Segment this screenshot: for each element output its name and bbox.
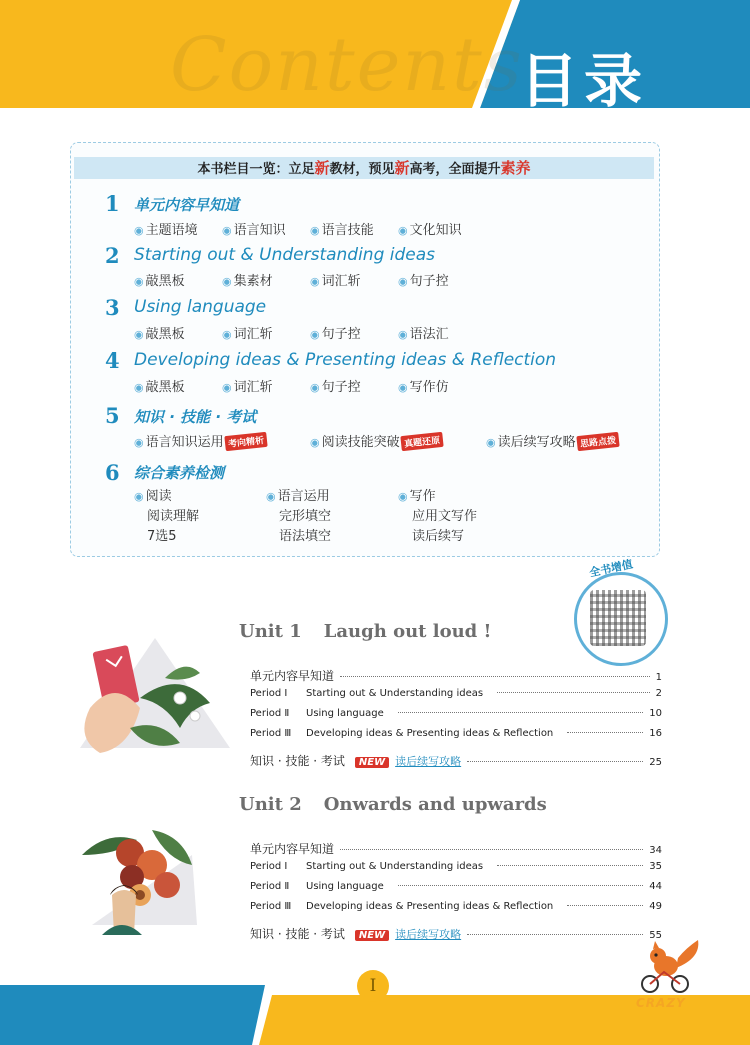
- sub-item: 阅读理解: [147, 509, 200, 524]
- toc-row[interactable]: Period Ⅰ Starting out & Understanding ideas 35: [250, 861, 662, 872]
- section-item: ◉ 语言运用: [266, 485, 330, 504]
- section-title: Developing ideas & Presenting ideas & Reflection: [134, 350, 557, 370]
- toc-row[interactable]: Period Ⅰ Starting out & Understanding ideas 2: [250, 688, 662, 699]
- page-number: 55: [649, 930, 662, 941]
- unit-title: Unit 2 Onwards and upwards: [239, 794, 547, 815]
- sub-item: 读后续写: [412, 529, 465, 544]
- page-number: 2: [655, 688, 662, 699]
- qr-code-icon[interactable]: [590, 590, 646, 646]
- toc-row[interactable]: Period Ⅲ Developing ideas & Presenting ideas & Reflection 49: [250, 901, 662, 912]
- stamp-badge: 思路点拨: [576, 432, 619, 451]
- page-title: 目录: [520, 47, 649, 115]
- toc-row[interactable]: Period Ⅲ Developing ideas & Presenting ideas & Reflection 16: [250, 728, 662, 739]
- section-item: ◉ 敲黑板: [134, 270, 185, 289]
- section-item: ◉ 句子控: [310, 323, 361, 342]
- stamp-badge: 考向精析: [224, 432, 267, 451]
- section-item: ◉ 读后续写攻略 思路点拨: [486, 431, 619, 450]
- squirrel-mascot-icon: [636, 938, 702, 996]
- section-title: Starting out & Understanding ideas: [134, 245, 436, 265]
- new-badge: NEW: [355, 757, 389, 768]
- unit2-illustration: [72, 815, 202, 935]
- section-item: ◉ 写作仿: [398, 376, 449, 395]
- page-number: 16: [649, 728, 662, 739]
- page-number: 44: [649, 881, 662, 892]
- qr-label: 全书增值: [588, 557, 634, 580]
- section-item: ◉ 语言技能: [310, 219, 374, 238]
- section-item: ◉ 主题语境: [134, 219, 198, 238]
- toc-row[interactable]: 单元内容早知道 34: [250, 842, 662, 856]
- sub-item: 应用文写作: [412, 509, 478, 524]
- page-number: 1: [655, 672, 662, 683]
- section-item: ◉ 写作: [398, 485, 436, 504]
- unit-title: Unit 1 Laugh out loud !: [239, 621, 492, 642]
- overview-heading: 本书栏目一览：立足新教材，预见新高考，全面提升素养: [74, 157, 654, 179]
- section-title: 知识 · 技能 · 考试: [134, 408, 257, 426]
- section-item: ◉ 语言知识运用 考向精析: [134, 431, 267, 450]
- section-item: ◉ 句子控: [310, 376, 361, 395]
- section-title: Using language: [134, 297, 267, 317]
- contents-watermark: Contents: [170, 22, 524, 108]
- section-title: 综合素养检测: [134, 464, 225, 482]
- toc-row[interactable]: 单元内容早知道 1: [250, 669, 662, 683]
- section-number: 3: [105, 295, 120, 320]
- section-item: ◉ 语法汇: [398, 323, 449, 342]
- mascot-logo-text: CRAZY: [636, 996, 686, 1010]
- section-item: ◉ 语言知识: [222, 219, 286, 238]
- section-title: 单元内容早知道: [134, 196, 240, 214]
- section-number: 2: [105, 243, 120, 268]
- toc-row[interactable]: 知识 · 技能 · 考试 NEW 读后续写攻略 55: [250, 927, 662, 941]
- page-number: 25: [649, 757, 662, 768]
- section-item: ◉ 句子控: [398, 270, 449, 289]
- sub-item: 完形填空: [279, 509, 332, 524]
- unit1-illustration: [70, 638, 230, 768]
- page-number-badge: I: [357, 970, 389, 1002]
- toc-row[interactable]: 知识 · 技能 · 考试 NEW 读后续写攻略 25: [250, 754, 662, 768]
- toc-row[interactable]: Period Ⅱ Using language 44: [250, 881, 662, 892]
- page-number: 49: [649, 901, 662, 912]
- section-number: 1: [105, 191, 120, 216]
- section-number: 6: [105, 460, 120, 485]
- page-number: 10: [649, 708, 662, 719]
- stamp-badge: 真题还原: [400, 432, 443, 451]
- section-item: ◉ 敲黑板: [134, 323, 185, 342]
- section-item: ◉ 词汇斩: [310, 270, 361, 289]
- section-item: ◉ 词汇斩: [222, 376, 273, 395]
- section-item: ◉ 敲黑板: [134, 376, 185, 395]
- section-item: ◉ 集素材: [222, 270, 273, 289]
- section-number: 4: [105, 348, 120, 373]
- section-item: ◉ 文化知识: [398, 219, 462, 238]
- sub-item: 语法填空: [279, 529, 332, 544]
- page-number: 35: [649, 861, 662, 872]
- section-item: ◉ 阅读技能突破 真题还原: [310, 431, 443, 450]
- sub-item: 7选5: [147, 529, 177, 544]
- section-item: ◉ 阅读: [134, 485, 172, 504]
- page-number: 34: [649, 845, 662, 856]
- new-badge: NEW: [355, 930, 389, 941]
- toc-row[interactable]: Period Ⅱ Using language 10: [250, 708, 662, 719]
- section-number: 5: [105, 403, 120, 428]
- section-item: ◉ 词汇斩: [222, 323, 273, 342]
